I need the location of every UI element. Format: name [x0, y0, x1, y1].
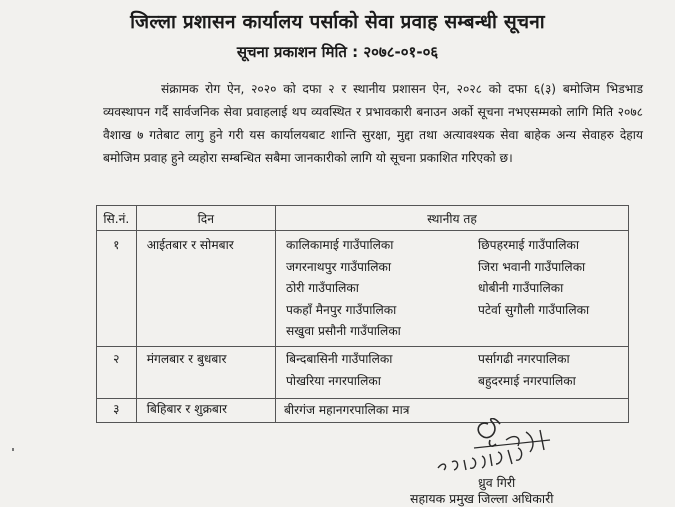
list-item: पटेर्वा सुगौली गाउँपालिका — [477, 302, 590, 317]
list-item: बिन्दबासिनी गाउँपालिका — [285, 352, 393, 366]
table-row — [97, 347, 629, 399]
signatory-name: ध्रुव गिरी — [478, 475, 516, 490]
list-item: पोखरिया नगरपालिका — [285, 373, 381, 388]
row-local-levels — [275, 231, 628, 347]
schedule-table — [96, 205, 629, 423]
header-sn: सि.नं. — [97, 206, 137, 231]
row-day: बिहिबार र शुक्रबार — [136, 399, 275, 423]
notice-date: सूचना प्रकाशन मिति : २०७८-०१-०६ — [236, 43, 439, 61]
table-row — [97, 231, 629, 347]
list-item: जिरा भवानी गाउँपालिका — [477, 259, 586, 274]
list-item: छिपहरमाई गाउँपालिका — [477, 238, 580, 252]
speck-mark — [12, 448, 14, 451]
signatory-designation: सहायक प्रमुख जिल्ला अधिकारी — [410, 491, 554, 506]
handwritten-signature — [430, 418, 570, 473]
list-item: पर्सागढी नगरपालिका — [477, 352, 570, 366]
list-item: सखुवा प्रसौनी गाउँपालिका — [285, 324, 401, 338]
header-day: दिन — [136, 206, 275, 231]
list-item: जगरनाथपुर गाउँपालिका — [285, 259, 392, 274]
row-sn: ३ — [97, 399, 137, 423]
table-header-row — [97, 206, 629, 231]
row-local-levels — [275, 347, 628, 399]
row-sn: २ — [97, 347, 137, 399]
row-sn: १ — [97, 231, 137, 347]
header-local-level: स्थानीय तह — [275, 206, 628, 231]
notice-body: संक्रामक रोग ऐन, २०२० को दफा २ र स्थानीय प्रशासन ऐन, २०२८ को दफा ६(३) बमोजिम भिडभाड व्यवस्थापन गर्दै सार्वजनिक सेवा प्रवाहलाई थप व्यवस्थित र प्रभावकारी बनाउन अर्को सूचना नभएसम्मको लागि मिति २०७८ वैशाख ७ गतेबाट लागु हुने गरी यस कार्यालयबाट शान्ति सुरक्षा, मुद्दा तथा अत्यावश्यक सेवा बाहेक अन्य सेवाहरु देहाय बमोजिम प्रवाह हुने व्यहोरा सम्बन्धित सबैमा जानकारीको लागि यो सूचना प्रकाशित गरिएको छ। — [103, 82, 643, 165]
list-item: ठोरी गाउँपालिका — [285, 281, 359, 295]
row-day: आईतबार र सोमबार — [136, 231, 275, 347]
list-item: कालिकामाई गाउँपालिका — [285, 238, 394, 252]
list-item: बहुदरमाई नगरपालिका — [477, 373, 576, 388]
row-day: मंगलबार र बुधबार — [136, 347, 275, 399]
list-item: बीरगंज महानगरपालिका मात्र — [283, 403, 410, 417]
list-item: पकहाँ मैनपुर गाउँपालिका — [285, 302, 397, 317]
notice-title: जिल्ला प्रशासन कार्यालय पर्साको सेवा प्रवाह सम्बन्धी सूचना — [130, 11, 545, 33]
list-item: धोबीनी गाउँपालिका — [477, 281, 564, 295]
